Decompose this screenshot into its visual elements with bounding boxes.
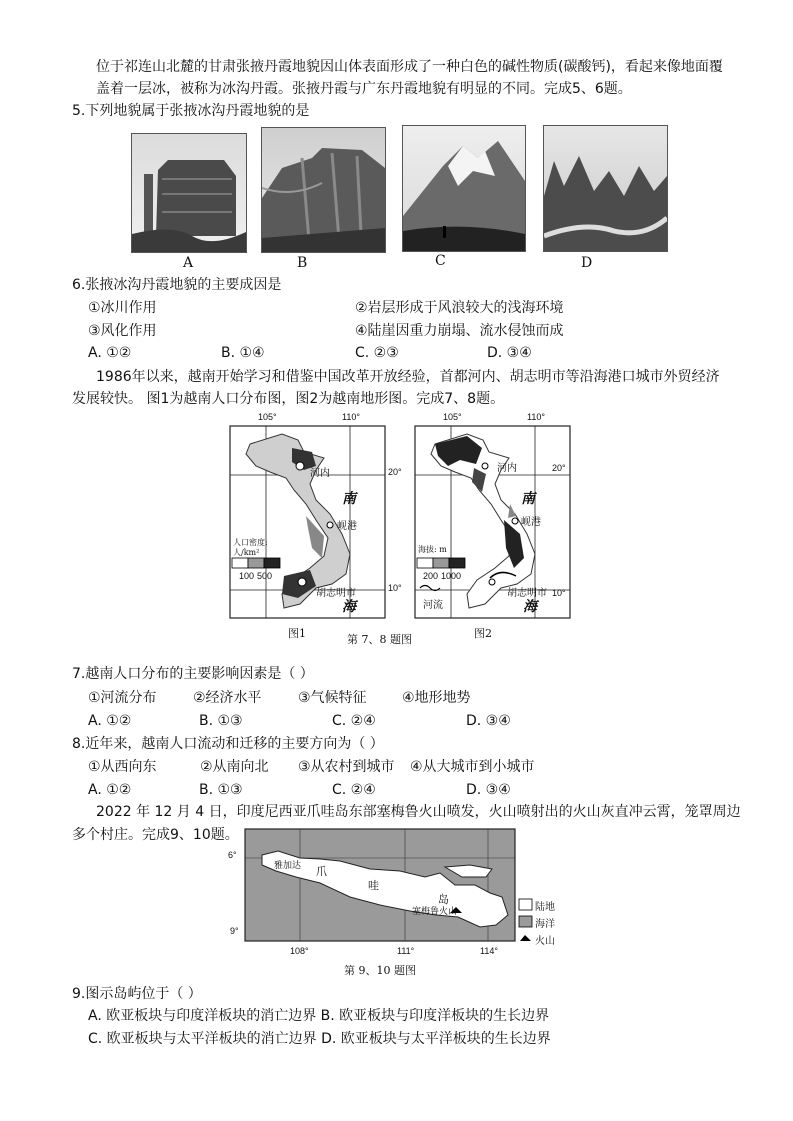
figure-1-caption: 图1 (288, 627, 306, 640)
figure-caption-9-10: 第 9、10 题图 (344, 964, 416, 977)
statement-item: ①冰川作用 (88, 300, 157, 316)
choice-a[interactable]: A. ①② (88, 713, 132, 729)
legend1-unit: 人/km² (233, 548, 260, 557)
statement-item: ③气候特征 (298, 690, 367, 706)
map1-sea-char: 海 (342, 599, 356, 615)
legend2-value: 1000 (441, 571, 462, 581)
legend2-value: 200 (423, 571, 439, 581)
statement-item: ①河流分布 (88, 690, 157, 706)
legend2-title: 海拔: m (418, 545, 447, 554)
question-6-stem: 6.张掖冰沟丹霞地貌的主要成因是 (72, 277, 282, 293)
figure-2-caption: 图2 (474, 627, 492, 640)
map1-lat-10: 10° (388, 583, 402, 593)
legend1-value: 500 (257, 571, 273, 581)
statement-item: ③从农村到城市 (298, 759, 395, 775)
map2-danang: 岘港 (521, 517, 541, 528)
choice-a[interactable]: A. ①② (88, 782, 132, 798)
java-lon-114: 114° (480, 946, 498, 956)
legend-ocean: 海洋 (535, 919, 555, 930)
passage-text: 1986年以来，越南开始学习和借鉴中国改革开放经验，首都河内、胡志明市等沿海港口城市外贸经济 (96, 369, 720, 385)
map2-lat-10: 10° (552, 588, 566, 598)
passage-text: 多个村庄。完成9、10题。 (72, 827, 239, 843)
volcano-label: 塞梅鲁火山 (412, 907, 458, 917)
question-7-stem: 7.越南人口分布的主要影响因素是（ ） (72, 666, 314, 682)
passage-text: 发展较快。 图1为越南人口分布图，图2为越南地形图。完成7、8题。 (72, 391, 505, 407)
statement-item: ③风化作用 (88, 323, 157, 339)
legend-land: 陆地 (535, 902, 555, 913)
choice-d[interactable]: D. ③④ (487, 345, 532, 361)
legend-volcano: 火山 (535, 936, 555, 947)
jakarta-label: 雅加达 (274, 861, 302, 871)
legend1-value: 100 (239, 571, 255, 581)
choice-d[interactable]: D. ③④ (466, 782, 511, 798)
question-5-stem: 5.下列地貌属于张掖冰沟丹霞地貌的是 (72, 103, 310, 119)
map2-lon-105: 105° (443, 412, 462, 422)
question-9-stem: 9.图示岛屿位于（ ） (72, 986, 202, 1002)
choice-c[interactable]: C. ②③ (355, 345, 399, 361)
photo-d (543, 125, 668, 252)
choice-b[interactable]: B. ①④ (221, 345, 265, 361)
question-8-stem: 8.近年来，越南人口流动和迁移的主要方向为（ ） (72, 736, 384, 752)
legend2-river: 河流 (423, 600, 443, 611)
statement-item: ②岩层形成于风浪较大的浅海环境 (355, 300, 564, 316)
passage-text: 2022 年 12 月 4 日，印度尼西亚爪哇岛东部塞梅鲁火山喷发，火山喷射出的火山灰直冲云霄，笼罩周边 (96, 804, 741, 820)
photo-label-d: D (581, 255, 593, 271)
java-lon-111: 111° (397, 946, 415, 956)
map2-lat-20: 20° (552, 463, 566, 473)
map1-sea-char: 南 (342, 491, 356, 507)
choice-b[interactable]: B. ①③ (199, 782, 243, 798)
statement-item: ①从西向东 (88, 759, 157, 775)
statement-item: ②从南向北 (200, 759, 269, 775)
map1-lon-105: 105° (258, 412, 277, 422)
choice-a-b-line[interactable]: A. 欧亚板块与印度洋板块的消亡边界 B. 欧亚板块与印度洋板块的生长边界 (88, 1008, 550, 1024)
statement-item: ④从大城市到小城市 (410, 759, 535, 775)
photo-label-a: A (183, 255, 194, 271)
map2-sea-char: 海 (523, 599, 537, 615)
choice-c-d-line[interactable]: C. 欧亚板块与太平洋板块的消亡边界 D. 欧亚板块与太平洋板块的生长边界 (88, 1031, 551, 1047)
java-lon-108: 108° (290, 946, 309, 956)
java-lat-6: 6° (228, 850, 237, 860)
island-label-char: 爪 (316, 865, 327, 878)
passage-text: 盖着一层冰，被称为冰沟丹霞。张掖丹霞与广东丹霞地貌有明显的不同。完成5、6题。 (96, 81, 632, 97)
map2-hanoi: 河内 (497, 463, 517, 474)
photo-label-b: B (297, 255, 308, 271)
photo-label-c: C (435, 253, 446, 269)
map2-hcmc: 胡志明市 (507, 588, 547, 599)
map1-hcmc: 胡志明市 (316, 588, 356, 599)
figure-caption-7-8: 第 7、8 题图 (347, 633, 412, 646)
map1-hanoi: 河内 (310, 468, 330, 479)
map1-lat-20: 20° (388, 467, 402, 477)
eroded-cliff-image (262, 128, 385, 252)
photo-b (261, 127, 386, 253)
passage-text: 位于祁连山北麓的甘肃张掖丹霞地貌因山体表面形成了一种白色的碱性物质(碳酸钙)，看起来像地面覆 (96, 59, 723, 75)
map2-sea-char: 南 (521, 491, 535, 507)
island-label-char: 哇 (368, 879, 379, 892)
photo-c (402, 125, 526, 252)
photo-a (131, 133, 247, 253)
choice-c[interactable]: C. ②④ (332, 713, 376, 729)
java-lat-9: 9° (230, 926, 239, 936)
map1-lon-110: 110° (342, 412, 360, 422)
statement-item: ④陆崖因重力崩塌、流水侵蚀而成 (355, 323, 564, 339)
map2-lon-110: 110° (527, 412, 545, 422)
island-label-char: 岛 (438, 893, 449, 906)
rock-tower-image (132, 134, 246, 252)
statement-item: ④地形地势 (402, 690, 471, 706)
snow-mountain-image (403, 126, 525, 251)
choice-a[interactable]: A. ①② (88, 345, 132, 361)
choice-c[interactable]: C. ②④ (332, 782, 376, 798)
choice-d[interactable]: D. ③④ (466, 713, 511, 729)
choice-b[interactable]: B. ①③ (199, 713, 243, 729)
karst-river-image (544, 126, 667, 251)
legend1-title: 人口密度: (233, 538, 268, 547)
map1-danang: 岘港 (337, 521, 357, 532)
statement-item: ②经济水平 (193, 690, 262, 706)
